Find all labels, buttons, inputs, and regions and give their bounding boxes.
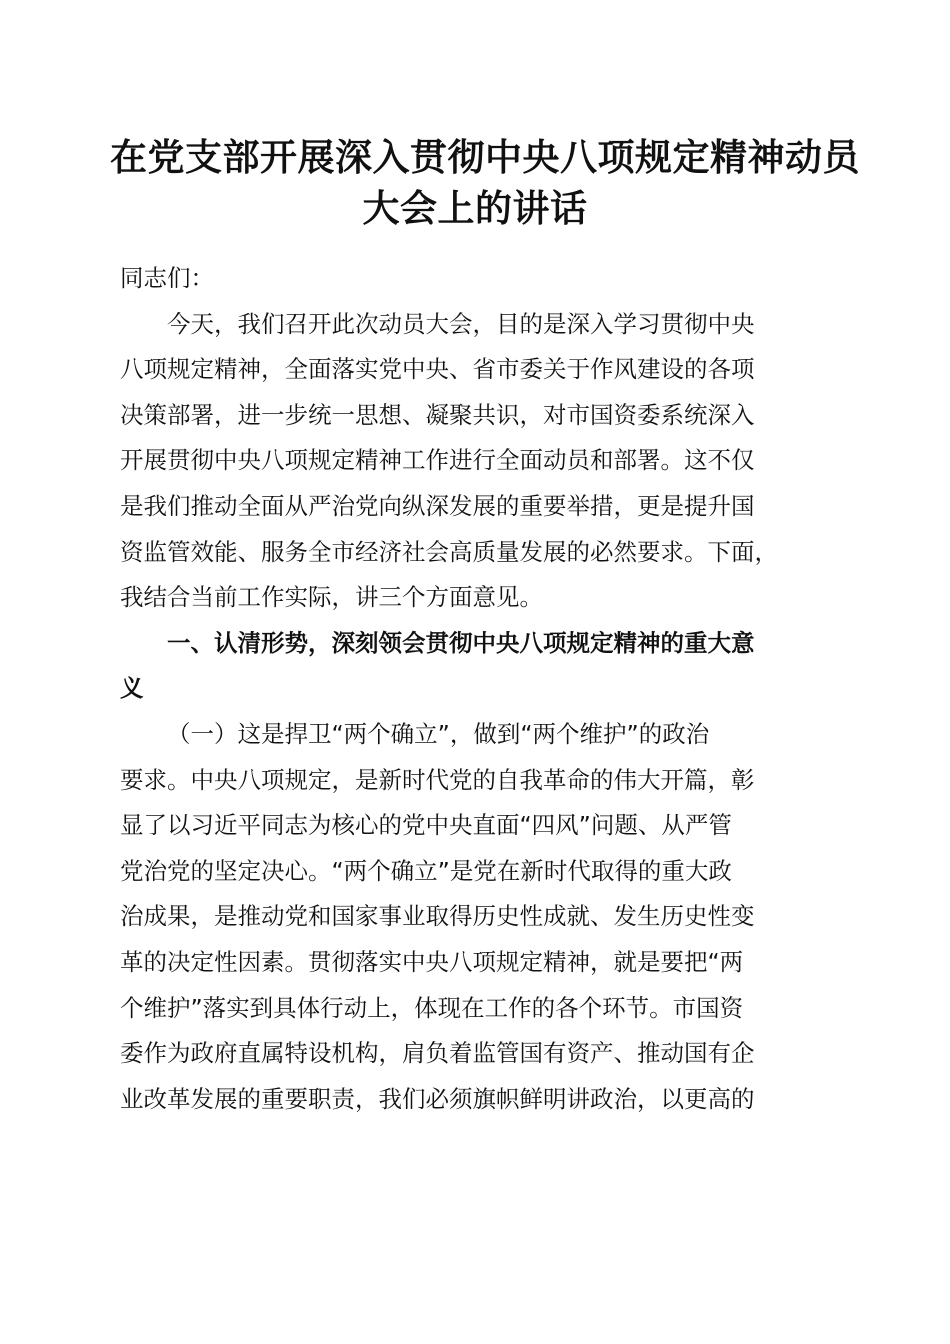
subsection-line: 委作为政府直属特设机构，肩负着监管国有资产、推动国有企 xyxy=(120,1039,755,1068)
subsection-line: 治成果，是推动党和国家事业取得历史性成就、发生历史性变 xyxy=(120,902,755,931)
salutation: 同志们： xyxy=(120,264,214,292)
intro-line: 决策部署，进一步统一思想、凝聚共识，对市国资委系统深入 xyxy=(120,400,755,429)
document-body xyxy=(120,256,835,1122)
section-heading-line-1: 一、认清形势，深刻领会贯彻中央八项规定精神的重大意 xyxy=(167,628,755,657)
subsection-line: 业改革发展的重要职责，我们必须旗帜鲜明讲政治，以更高的 xyxy=(120,1084,755,1113)
subsection-line: 革的决定性因素。贯彻落实中央八项规定精神，就是要把“两 xyxy=(120,947,744,976)
subsection-line: 要求。中央八项规定，是新时代党的自我革命的伟大开篇，彰 xyxy=(120,765,755,794)
intro-line: 是我们推动全面从严治党向纵深发展的重要举措，更是提升国 xyxy=(120,491,755,520)
intro-line: 八项规定精神，全面落实党中央、省市委关于作风建设的各项 xyxy=(120,355,755,384)
section-heading-line-2: 义 xyxy=(120,674,144,703)
intro-line: 开展贯彻中央八项规定精神工作进行全面动员和部署。这不仅 xyxy=(120,446,755,475)
title-line-1: 在党支部开展深入贯彻中央八项规定精神动员 xyxy=(110,135,860,179)
subsection-line: （一）这是捍卫“两个确立”，做到“两个维护”的政治 xyxy=(167,719,710,748)
title-line-2: 大会上的讲话 xyxy=(362,186,588,230)
intro-line: 我结合当前工作实际，讲三个方面意见。 xyxy=(120,583,543,612)
intro-line: 资监管效能、服务全市经济社会高质量发展的必然要求。下面， xyxy=(120,537,778,566)
subsection-line: 党治党的坚定决心。“两个确立”是党在新时代取得的重大政 xyxy=(120,856,732,885)
document-title xyxy=(110,132,860,234)
subsection-line: 显了以习近平同志为核心的党中央直面“四风”问题、从严管 xyxy=(120,811,732,840)
subsection-line: 个维护”落实到具体行动上，体现在工作的各个环节。市国资 xyxy=(120,993,744,1022)
intro-line: 今天，我们召开此次动员大会，目的是深入学习贯彻中央 xyxy=(167,309,755,338)
